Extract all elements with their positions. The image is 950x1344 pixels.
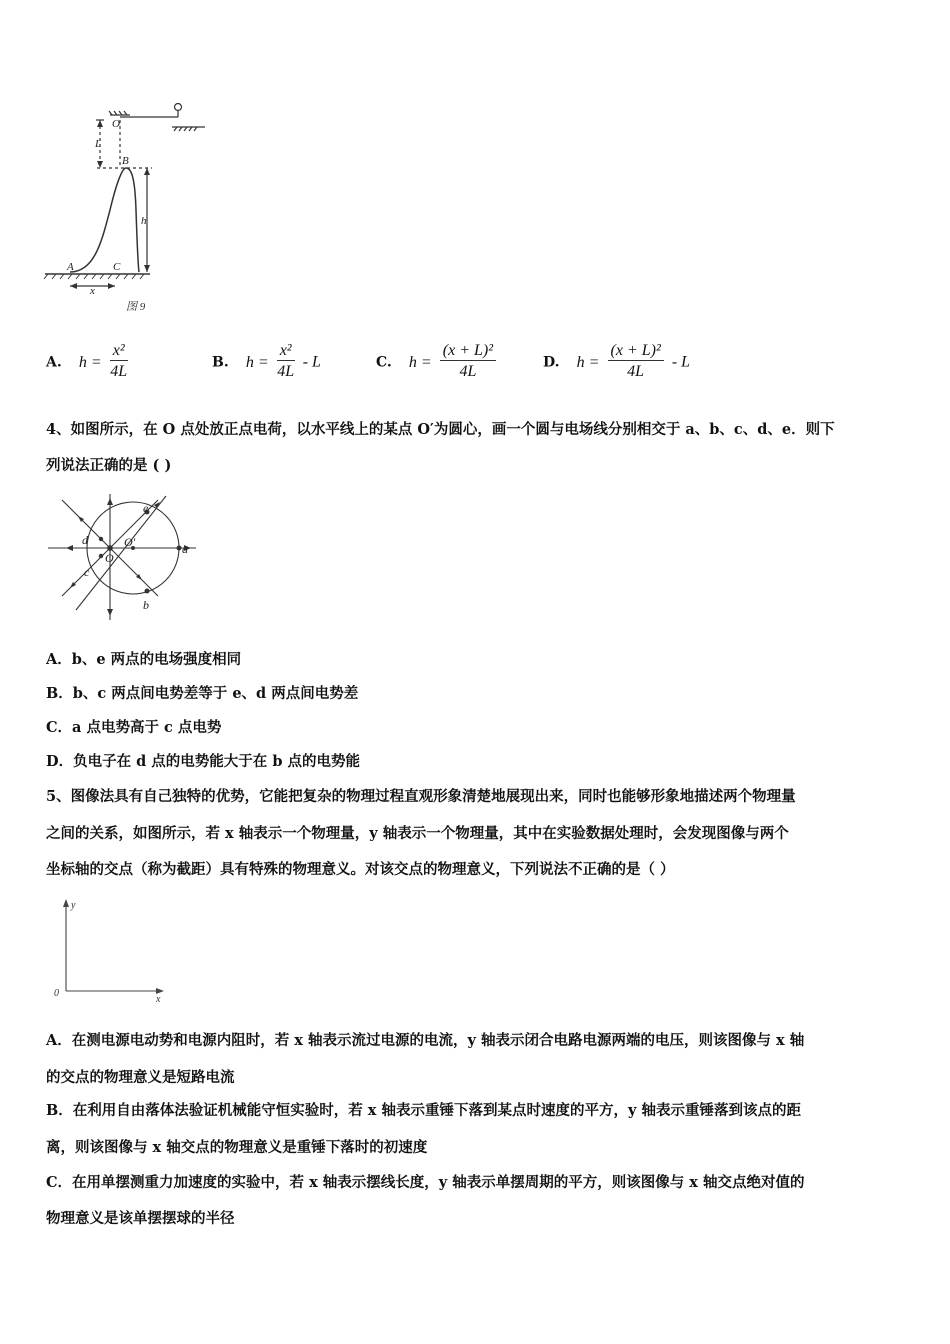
fig9-label-l: L	[95, 138, 102, 150]
q4-label-d: d	[82, 533, 88, 547]
q5-stem-line2: 之间的关系，如图所示，若 x 轴表示一个物理量，y 轴表示一个物理量，其中在实验数据处理时，会发现图像与两个	[46, 825, 789, 842]
figure-9	[40, 100, 230, 320]
q3-option-a[interactable]: A. h = $\frac{\text{x²}}{4L}$	[46, 342, 128, 380]
q4-label-c: c	[84, 565, 90, 579]
q4-option-a[interactable]: A．b、e 两点的电场强度相同	[46, 651, 242, 668]
q4-label-op: O′	[124, 535, 136, 549]
fig9-label-x: x	[90, 285, 95, 297]
q5-axis-x-label: x	[156, 994, 161, 1005]
fig9-label-b: B	[122, 155, 129, 167]
fig9-label-a: A	[67, 261, 74, 273]
q5-option-a-line1[interactable]: A．在测电源电动势和电源内阻时，若 x 轴表示流过电源的电流，y 轴表示闭合电路电源两端的电压，则该图像与 x 轴	[46, 1032, 805, 1049]
q4-field-figure	[46, 492, 206, 622]
q4-label-b: b	[143, 598, 149, 612]
fig9-label-h: h	[141, 215, 147, 227]
q3-option-d[interactable]: D. h = $\frac{\text{(x + L)²}}{4L}$ - L	[543, 342, 691, 380]
q4-label-a: a	[182, 542, 188, 556]
q4-charge-o	[107, 545, 113, 551]
q5-option-b-line2: 离，则该图像与 x 轴交点的物理意义是重锤下落时的初速度	[46, 1139, 428, 1156]
fig9-label-o: O	[112, 118, 120, 130]
q5-stem-line1: 5、图像法具有自己独特的优势，它能把复杂的物理过程直观形象清楚地展现出来，同时也能够形象地描述两个物理量	[46, 788, 796, 805]
q5-option-c-line2: 物理意义是该单摆摆球的半径	[46, 1210, 235, 1227]
q5-origin-label: 0	[54, 988, 59, 999]
q4-option-c[interactable]: C．a 点电势高于 c 点电势	[46, 719, 222, 736]
q3-option-b[interactable]: B. h = $\frac{\text{x²}}{4L}$ - L	[212, 342, 321, 380]
fig9-caption: 图 9	[126, 301, 146, 313]
q5-option-b-line1[interactable]: B．在利用自由落体法验证机械能守恒实验时，若 x 轴表示重锤下落到某点时速度的平方，y 轴表示重锤落到该点的距	[46, 1102, 801, 1119]
q5-axis-y-label: y	[71, 900, 76, 911]
q5-axes-figure	[48, 895, 178, 1007]
q5-option-a-line2: 的交点的物理意义是短路电流	[46, 1069, 235, 1086]
q5-stem-line3: 坐标轴的交点（称为截距）具有特殊的物理意义。对该交点的物理意义，下列说法不正确的是（ ）	[46, 861, 675, 878]
fig9-label-c: C	[113, 261, 121, 273]
q5-option-c-line1[interactable]: C．在用单摆测重力加速度的实验中，若 x 轴表示摆线长度，y 轴表示单摆周期的平方，则该图像与 x 轴交点绝对值的	[46, 1174, 805, 1191]
q4-label-e: e	[143, 501, 149, 515]
q4-label-o: O	[105, 551, 114, 565]
q4-stem-line2: 列说法正确的是 ( )	[46, 457, 172, 474]
q3-option-c[interactable]: C. h = $\frac{\text{(x + L)²}}{4L}$	[376, 342, 499, 382]
q4-option-d[interactable]: D．负电子在 d 点的电势能大于在 b 点的电势能	[46, 753, 361, 770]
q4-stem-line1: 4、如图所示，在 O 点处放正点电荷，以水平线上的某点 O′为圆心，画一个圆与电场线分别相交于 a、b、c、d、e．则下	[46, 421, 835, 438]
q4-option-b[interactable]: B．b、c 两点间电势差等于 e、d 两点间电势差	[46, 685, 359, 702]
